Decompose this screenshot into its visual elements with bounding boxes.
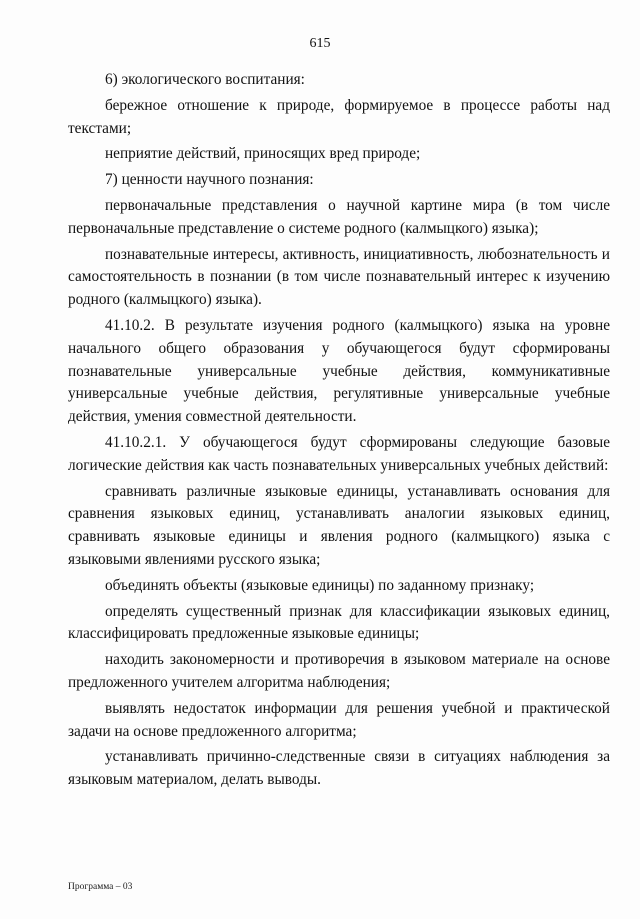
paragraph: 6) экологического воспитания: [105,71,305,88]
document-body [68,69,610,795]
paragraph: 7) ценности научного познания: [105,171,314,189]
paragraph: бережное отношение к природе, формируемое в процессе работы над текстами; [68,96,610,137]
paragraph: находить закономерности и противоречия в языковом материале на основе предложенного учителем алгоритма наблюдения; [68,651,610,691]
paragraph: неприятие действий, приносящих вред природе; [105,145,421,163]
page-number: 615 [309,36,331,51]
footer-label: Программа – 03 [68,882,133,892]
paragraph: первоначальные представления о научной картине мира (в том числе первоначальные представление о системе родного (калмыцкого) языка); [68,196,610,237]
paragraph: познавательные интересы, активность, инициативность, любознательность и самостоятельность в познании (в том числе познавательный интерес к изучению родного (калмыцкого) языка). [68,245,610,309]
paragraph: устанавливать причинно-следственные связи в ситуациях наблюдения за языковым материалом, делать выводы. [68,748,610,789]
paragraph: объединять объекты (языковые единицы) по заданному признаку; [105,576,535,594]
paragraph: 41.10.2. В результате изучения родного (калмыцкого) языка на уровне начального общего образования у обучающегося будут сформированы познавательные универсальные учебные действия, коммуникативные универсальные учебные действия, регулятивные универсальные учебные действия, умения совместной деятельности. [68,316,610,426]
paragraph: 41.10.2.1. У обучающегося будут сформированы следующие базовые логические действия как часть познавательных универсальных учебных действий: [68,433,610,474]
paragraph: определять существенный признак для классификации языковых единиц, классифицировать предложенные языковые единицы; [68,602,610,643]
paragraph: выявлять недостаток информации для решения учебной и практической задачи на основе предложенного алгоритма; [68,699,610,740]
paragraph: сравнивать различные языковые единицы, устанавливать основания для сравнения языковых единиц, устанавливать аналогии языковых единиц, сравнивать языковые единицы и явления родного (калмыцкого) языка с языковыми явлениями русского языка; [68,482,610,568]
